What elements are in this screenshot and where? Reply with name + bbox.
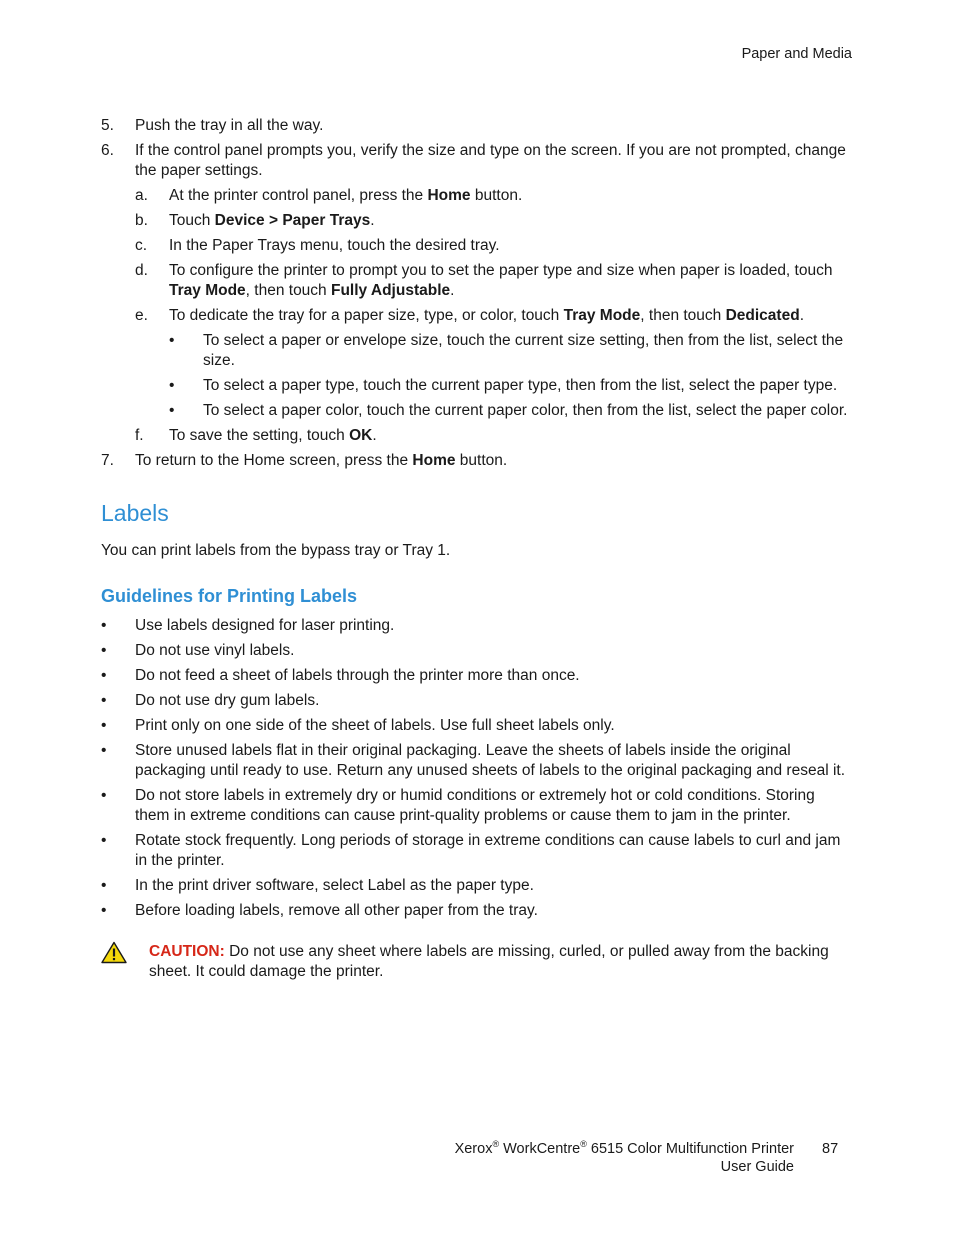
substep-b: b. Touch Device > Paper Trays. — [135, 212, 375, 229]
caution-note — [101, 942, 853, 982]
guidelines-list — [101, 616, 853, 921]
substep-f: f. To save the setting, touch OK. — [135, 427, 377, 444]
list-item: • To select a paper or envelope size, touch the current size setting, then from the list, select the size. — [169, 332, 844, 369]
bullet-icon: • — [101, 642, 107, 659]
bullet-icon: • — [169, 377, 175, 394]
bullet-icon: • — [101, 617, 107, 634]
step-number: 7. — [101, 452, 114, 469]
substep-e: e. To dedicate the tray for a paper size, type, or color, touch Tray Mode, then touch Dedicated. • To select a paper or envelope size, touch the current size setting, then from the list, select the size. • To select a paper type, touch the current paper type, then from the list, select the paper type. • To select a paper color, touch the current paper color, then from the list, select the paper color. — [135, 306, 853, 421]
list-item: • Use labels designed for laser printing. — [101, 617, 395, 634]
step-number: 5. — [101, 117, 114, 134]
substep-letter: b. — [135, 212, 148, 229]
substep-c: c. In the Paper Trays menu, touch the desired tray. — [135, 237, 500, 254]
step-6 — [101, 141, 853, 446]
ui-term: Tray Mode — [169, 282, 246, 299]
substep-letter: a. — [135, 187, 148, 204]
substep-bullet-list — [169, 331, 853, 421]
substep-a: a. At the printer control panel, press the Home button. — [135, 187, 523, 204]
step-text: Push the tray in all the way. — [135, 117, 324, 134]
bullet-icon: • — [101, 667, 107, 684]
page-footer — [455, 1140, 794, 1176]
bullet-icon: • — [101, 832, 107, 849]
ui-term: Home — [412, 452, 456, 469]
bullet-icon: • — [101, 742, 107, 759]
bullet-icon: • — [101, 902, 107, 919]
list-item: • In the print driver software, select Label as the paper type. — [101, 877, 534, 894]
ui-term: OK — [349, 427, 373, 444]
list-item: • Do not store labels in extremely dry or humid conditions or extremely hot or cold conditions. Storing them in extreme conditions can cause print-quality problems or cause them to jam in the printer. — [101, 787, 815, 824]
warning-triangle-icon — [101, 941, 127, 964]
section-heading: Labels — [101, 500, 169, 526]
section-intro: You can print labels from the bypass tray or Tray 1. — [101, 542, 451, 559]
bullet-icon: • — [169, 332, 175, 349]
list-item: • Rotate stock frequently. Long periods of storage in extreme conditions can cause labels to curl and jam in the printer. — [101, 832, 841, 869]
substep-list — [135, 186, 853, 446]
subsection-heading: Guidelines for Printing Labels — [101, 586, 358, 606]
footer-guide: User Guide — [720, 1159, 794, 1175]
substep-letter: f. — [135, 427, 144, 444]
substep-d: d. To configure the printer to prompt you to set the paper type and size when paper is loaded, touch Tray Mode, then touch Fully Adjustable. — [135, 262, 833, 299]
step-text: If the control panel prompts you, verify the size and type on the screen. If you are not prompted, change the paper settings. — [135, 142, 846, 179]
bullet-icon: • — [101, 717, 107, 734]
caution-label: CAUTION: — [149, 943, 225, 960]
page-body — [101, 116, 853, 982]
list-item: • Do not feed a sheet of labels through the printer more than once. — [101, 667, 580, 684]
bullet-icon: • — [101, 877, 107, 894]
ui-term: Fully Adjustable — [330, 282, 451, 299]
list-item: • To select a paper color, touch the current paper color, then from the list, select the paper color. — [169, 402, 848, 419]
ui-term: Dedicated — [725, 307, 800, 324]
list-item: • Do not use dry gum labels. — [101, 692, 320, 709]
step-number: 6. — [101, 142, 114, 159]
substep-letter: e. — [135, 307, 148, 324]
ui-term: Home — [427, 187, 471, 204]
list-item: • Store unused labels flat in their original packaging. Leave the sheets of labels inside the original packaging until ready to use. Return any unused sheets of labels to the original packaging and reseal it. — [101, 742, 846, 779]
list-item: • Before loading labels, remove all other paper from the tray. — [101, 902, 538, 919]
substep-letter: d. — [135, 262, 148, 279]
list-item: • To select a paper type, touch the current paper type, then from the list, select the paper type. — [169, 377, 838, 394]
bullet-icon: • — [101, 787, 107, 804]
step-5 — [101, 116, 853, 136]
caution-text: Do not use any sheet where labels are missing, curled, or pulled away from the backing sheet. It could damage the printer. — [149, 943, 829, 980]
bullet-icon: • — [169, 402, 175, 419]
list-item: • Print only on one side of the sheet of labels. Use full sheet labels only. — [101, 717, 615, 734]
footer-product-line: Xerox® WorkCentre® 6515 Color Multifunction Printer — [454, 1139, 794, 1157]
bullet-icon: • — [101, 692, 107, 709]
substep-letter: c. — [135, 237, 148, 254]
step-7: 7. To return to the Home screen, press the Home button. — [101, 452, 508, 469]
list-item: • Do not use vinyl labels. — [101, 642, 295, 659]
ui-term: Tray Mode — [563, 307, 641, 324]
ui-term: Device > Paper Trays — [214, 212, 371, 229]
page-number: 87 — [822, 1141, 839, 1157]
running-header: Paper and Media — [741, 46, 852, 62]
